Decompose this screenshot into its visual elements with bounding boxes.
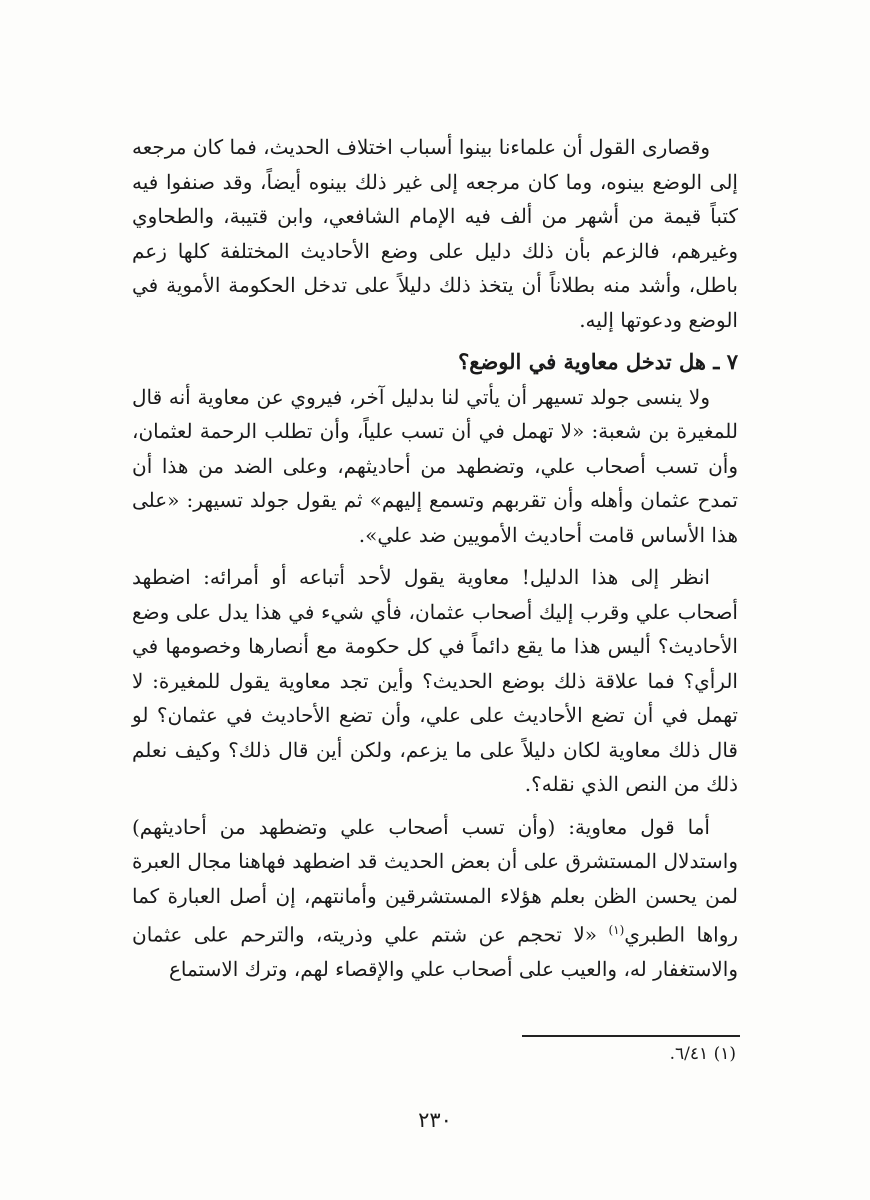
paragraph-2: ولا ينسى جولد تسيهر أن يأتي لنا بدليل آخر، فيروي عن معاوية أنه قال للمغيرة بن شعبة: «لا تهمل في أن تسب علياً، وأن تطلب الرحمة لعثمان، وأن تسب أصحاب علي، وتضطهد من أحاديثهم، وعلى الضد من هذا أن تمدح عثمان وأهله وأن تقربهم وتسمع إليهم» ثم يقول جولد تسيهر: «على هذا الأساس قامت أحاديث الأمويين ضد علي». bbox=[132, 384, 738, 547]
paragraph-4 bbox=[132, 810, 738, 987]
footnote-divider bbox=[522, 1035, 740, 1037]
footnote-reference: (١) bbox=[608, 923, 625, 937]
section-heading: ٧ ـ هل تدخل معاوية في الوضع؟ bbox=[458, 349, 738, 374]
paragraph-4-part-2: «لا تحجم عن شتم علي وذريته، والترحم على عثمان والاستغفار له، والعيب على أصحاب علي والإقصاء لهم، وترك الاستماع bbox=[132, 922, 738, 982]
paragraph-4-part-1: أما قول معاوية: (وأن تسب أصحاب علي وتضطهد من أحاديثهم) واستدلال المستشرق على أن بعض الحديث قد اضطهد فهاهنا مجال العبرة لمن يحسن الظن بعلم هؤلاء المستشرقين وأمانتهم، إن أصل العبارة كما رواها الطبري bbox=[132, 814, 739, 947]
main-text bbox=[132, 130, 738, 987]
footnote: (١) ٦/٤١. bbox=[669, 1044, 736, 1064]
paragraph-3: انظر إلى هذا الدليل! معاوية يقول لأحد أتباعه أو أمرائه: اضطهد أصحاب علي وقرب إليك أصحاب عثمان، فأي شيء في هذا يدل على وضع الأحاديث؟ أليس هذا ما يقع دائماً في كل حكومة مع أنصارها وخصومها في الرأي؟ فما علاقة ذلك بوضع الحديث؟ وأين تجد معاوية يقول للمغيرة: لا تهمل في أن تضع الأحاديث على علي، وأن تضع الأحاديث في عثمان؟ لو قال ذلك معاوية لكان دليلاً على ما يزعم، ولكن أين قال ذلك؟ وكيف نعلم ذلك من النص الذي نقله؟. bbox=[132, 565, 738, 796]
paragraph-1: وقصارى القول أن علماءنا بينوا أسباب اختلاف الحديث، فما كان مرجعه إلى الوضع بينوه، وما كان مرجعه إلى غير ذلك بينوه أيضاً، وقد صنفوا فيه كتباً قيمة من أشهر من ألف فيه الإمام الشافعي، وابن قتيبة، والطحاوي وغيرهم، فالزعم بأن ذلك دليل على وضع الأحاديث المختلفة كلها زعم باطل، وأشد منه بطلاناً أن يتخذ ذلك دليلاً على تدخل الحكومة الأموية في الوضع ودعوتها إليه. bbox=[132, 135, 738, 332]
page-number: ٢٣٠ bbox=[418, 1108, 452, 1132]
